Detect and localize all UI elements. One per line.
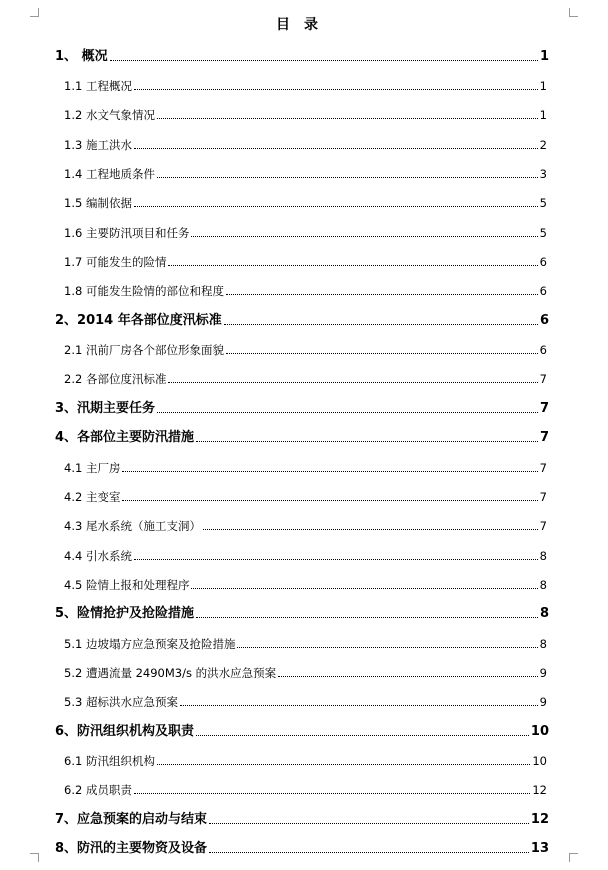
toc-dot-leader: [196, 735, 529, 736]
toc-page-number: 7: [539, 372, 547, 386]
toc-page-number: 6: [539, 284, 547, 298]
toc-entry[interactable]: [64, 572, 547, 592]
toc-entry-label: 1.7 可能发生的险情: [64, 255, 167, 269]
page-corner-mark: [30, 853, 39, 862]
toc-entry-label: 1、 概况: [55, 49, 108, 64]
toc-entry-label: 4.4 引水系统: [64, 549, 132, 563]
toc-entry[interactable]: [64, 660, 547, 680]
toc-page-number: 6: [539, 255, 547, 269]
toc-dot-leader: [196, 617, 538, 618]
toc-entry-label: 5、险情抢护及抢险措施: [55, 606, 195, 621]
toc-entry[interactable]: [64, 777, 547, 797]
toc-page-number: 5: [539, 196, 547, 210]
toc-entry[interactable]: [55, 396, 549, 416]
toc-entry-label: 5.1 边坡塌方应急预案及抢险措施: [64, 637, 236, 651]
toc-dot-leader: [157, 764, 530, 765]
toc-entry[interactable]: [64, 455, 547, 475]
toc-dot-leader: [237, 647, 537, 648]
toc-entry[interactable]: [64, 337, 547, 357]
toc-dot-leader: [134, 206, 538, 207]
toc-entry-label: 4.2 主变室: [64, 490, 121, 504]
toc-entry[interactable]: [64, 73, 547, 93]
toc-page-number: 8: [539, 637, 547, 651]
toc-entry-label: 6.2 成员职责: [64, 783, 132, 797]
toc-page-number: 6: [539, 343, 547, 357]
toc-page-number: 2: [539, 138, 547, 152]
toc-dot-leader: [122, 500, 537, 501]
toc-dot-leader: [134, 793, 530, 794]
toc-entry-label: 6.1 防汛组织机构: [64, 754, 155, 768]
toc-entry[interactable]: [64, 748, 547, 768]
toc-entry[interactable]: [64, 278, 547, 298]
toc-page-number: 8: [539, 578, 547, 592]
toc-entry[interactable]: [55, 836, 549, 856]
toc-page-number: 13: [530, 841, 549, 856]
toc-entry-label: 5.3 超标洪水应急预案: [64, 695, 178, 709]
toc-dot-leader: [209, 823, 529, 824]
toc-page-number: 1: [539, 79, 547, 93]
toc-dot-leader: [180, 705, 538, 706]
toc-dot-leader: [157, 412, 538, 413]
toc-page-number: 1: [539, 108, 547, 122]
toc-entry[interactable]: [64, 366, 547, 386]
toc-entry-label: 2、2014 年各部位度汛标准: [55, 313, 222, 328]
toc-entry[interactable]: [64, 249, 547, 269]
toc-entry-label: 1.8 可能发生险情的部位和程度: [64, 284, 224, 298]
toc-entry[interactable]: [64, 689, 547, 709]
toc-page-number: 10: [532, 754, 547, 768]
toc-entry[interactable]: [64, 161, 547, 181]
toc-dot-leader: [110, 60, 538, 61]
toc-dot-leader: [157, 177, 538, 178]
toc-entry[interactable]: [64, 484, 547, 504]
toc-dot-leader: [134, 148, 538, 149]
toc-dot-leader: [168, 382, 537, 383]
toc-entry-label: 1.3 施工洪水: [64, 138, 132, 152]
toc-page-number: 7: [539, 401, 549, 416]
toc-entry-label: 4.3 尾水系统（施工支洞）: [64, 519, 201, 533]
toc-entry[interactable]: [64, 543, 547, 563]
toc-entry-label: 2.1 汛前厂房各个部位形象面貌: [64, 343, 224, 357]
toc-entry[interactable]: [55, 308, 549, 328]
toc-entry-label: 1.1 工程概况: [64, 79, 132, 93]
toc-dot-leader: [226, 353, 538, 354]
toc-page-number: 8: [539, 606, 549, 621]
toc-entry-label: 8、防汛的主要物资及设备: [55, 841, 208, 856]
toc-entry-label: 3、汛期主要任务: [55, 401, 156, 416]
toc-dot-leader: [134, 559, 538, 560]
toc-page-number: 9: [539, 695, 547, 709]
toc-entry[interactable]: [64, 190, 547, 210]
toc-page-number: 6: [539, 313, 549, 328]
toc-entry-label: 1.5 编制依据: [64, 196, 132, 210]
toc-page-number: 5: [539, 226, 547, 240]
toc-entry-label: 1.4 工程地质条件: [64, 167, 155, 181]
toc-entry[interactable]: [64, 102, 547, 122]
toc-entry[interactable]: [55, 807, 549, 827]
toc-page-number: 1: [539, 49, 549, 64]
toc-entry-label: 4、各部位主要防汛措施: [55, 430, 195, 445]
toc-entry[interactable]: [64, 631, 547, 651]
toc-entry[interactable]: [55, 44, 549, 64]
toc-page-number: 8: [539, 549, 547, 563]
toc-dot-leader: [209, 852, 529, 853]
toc-page-number: 12: [532, 783, 547, 797]
toc-page-number: 7: [539, 430, 549, 445]
toc-dot-leader: [134, 89, 538, 90]
toc-dot-leader: [191, 588, 537, 589]
toc-entry[interactable]: [64, 513, 547, 533]
toc-entry[interactable]: [55, 425, 549, 445]
toc-entry[interactable]: [64, 132, 547, 152]
page-title: 目录: [276, 17, 332, 33]
toc-page-number: 9: [539, 666, 547, 680]
toc-dot-leader: [226, 294, 538, 295]
toc-entry-label: 6、防汛组织机构及职责: [55, 724, 195, 739]
toc-page-number: 12: [530, 812, 549, 827]
toc-entry-label: 1.2 水文气象情况: [64, 108, 155, 122]
toc-page-number: 7: [539, 461, 547, 475]
toc-entry-label: 1.6 主要防汛项目和任务: [64, 226, 190, 240]
toc-entry-label: 7、应急预案的启动与结束: [55, 812, 208, 827]
toc-dot-leader: [278, 676, 538, 677]
toc-page-number: 10: [530, 724, 549, 739]
toc-entry[interactable]: [55, 601, 549, 621]
toc-dot-leader: [203, 529, 538, 530]
toc-dot-leader: [168, 265, 537, 266]
toc-dot-leader: [191, 236, 537, 237]
toc-entry-label: 4.1 主厂房: [64, 461, 121, 475]
toc-entry-label: 5.2 遭遇流量 2490M3/s 的洪水应急预案: [64, 666, 277, 680]
toc-dot-leader: [196, 441, 538, 442]
page-corner-mark: [569, 853, 578, 862]
toc-entry-label: 2.2 各部位度汛标准: [64, 372, 167, 386]
toc-dot-leader: [122, 471, 537, 472]
toc-entry-label: 4.5 险情上报和处理程序: [64, 578, 190, 592]
toc-page-number: 3: [539, 167, 547, 181]
toc-page-number: 7: [539, 490, 547, 504]
toc-dot-leader: [157, 118, 538, 119]
toc-page-number: 7: [539, 519, 547, 533]
toc-entry[interactable]: [64, 220, 547, 240]
toc-entry[interactable]: [55, 719, 549, 739]
toc-dot-leader: [224, 324, 538, 325]
